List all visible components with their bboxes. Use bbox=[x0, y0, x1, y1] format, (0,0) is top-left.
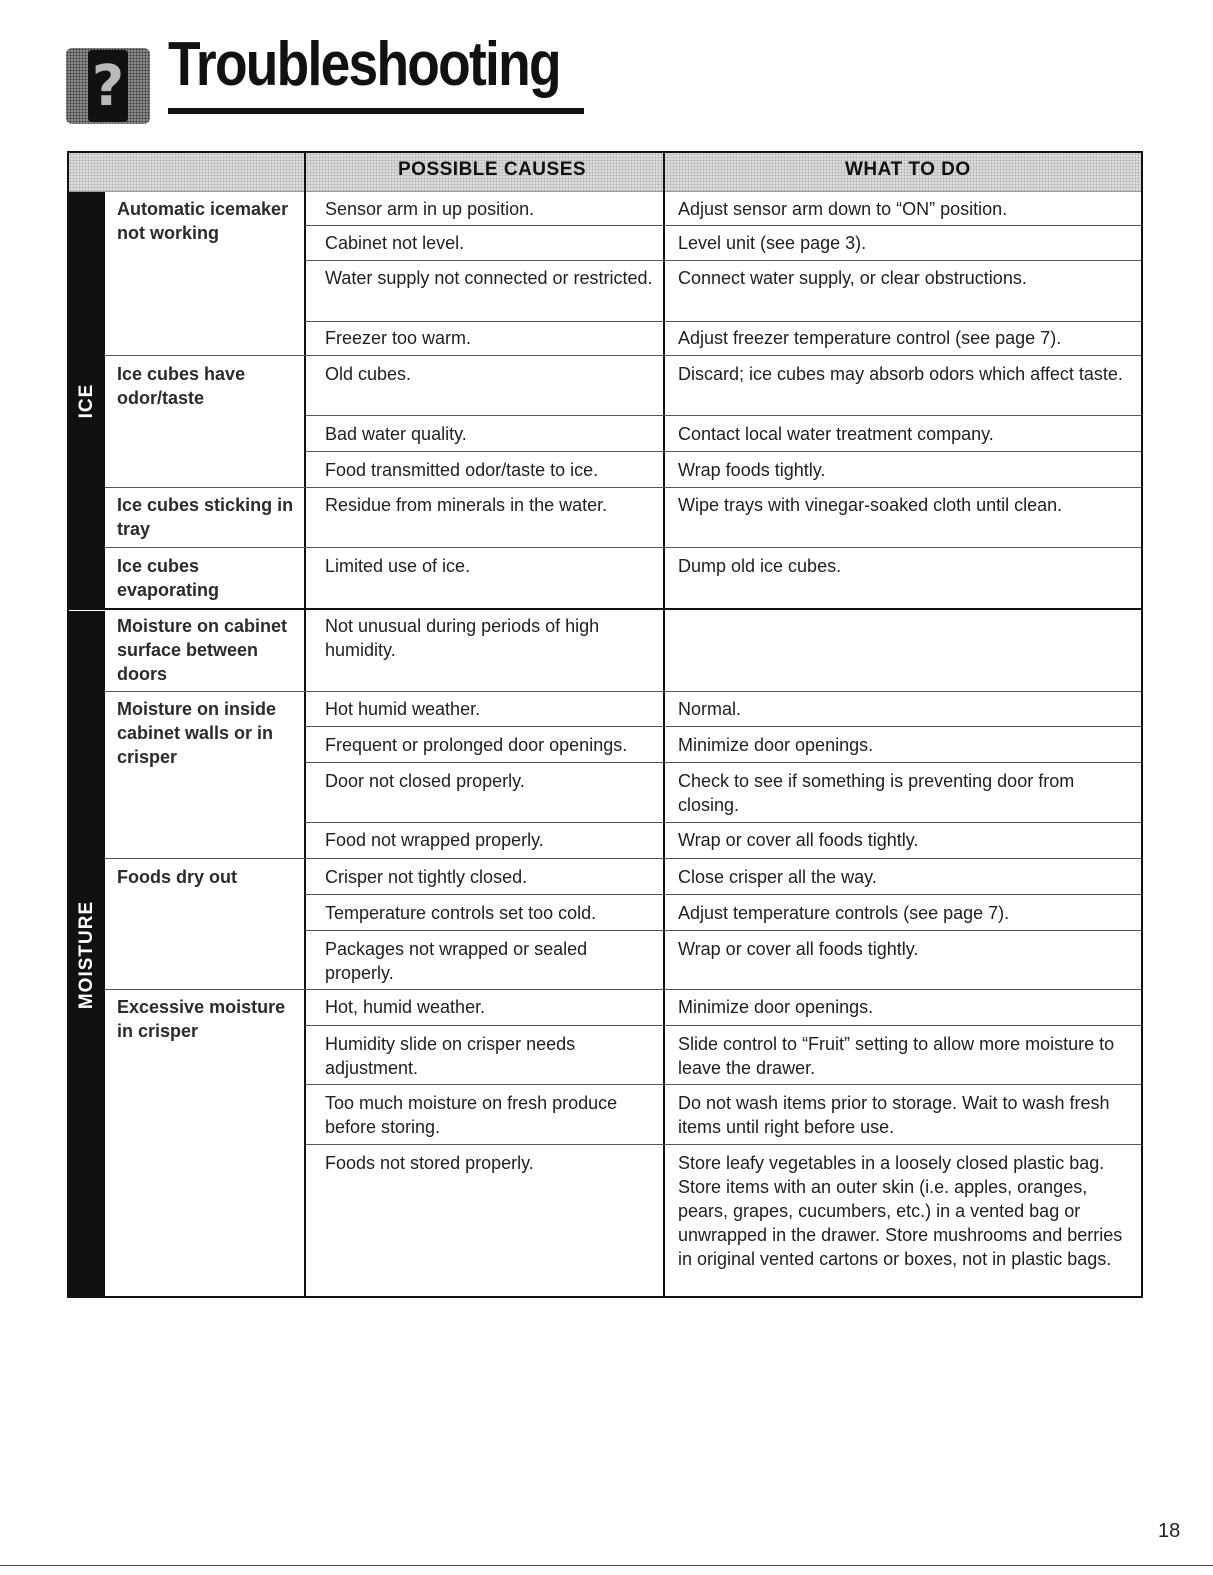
cause-cell: Hot, humid weather. bbox=[325, 997, 486, 1017]
row-divider bbox=[305, 415, 1141, 416]
action-cell: Close crisper all the way. bbox=[678, 867, 877, 887]
problem-divider bbox=[105, 989, 1141, 990]
action-cell: Adjust freezer temperature control (see page 7). bbox=[678, 328, 1062, 348]
problem-title: Moisture on inside cabinet walls or in crisper bbox=[117, 699, 277, 767]
action-cell: Minimize door openings. bbox=[678, 997, 874, 1017]
problem-title: Ice cubes sticking in tray bbox=[117, 495, 294, 539]
cause-cell: Sensor arm in up position. bbox=[325, 199, 535, 219]
action-cell: Check to see if something is preventing door from closing. bbox=[678, 771, 1075, 815]
action-cell: Wrap or cover all foods tightly. bbox=[678, 830, 919, 850]
cause-cell: Too much moisture on fresh produce before storing. bbox=[325, 1093, 618, 1137]
cause-cell: Packages not wrapped or sealed properly. bbox=[325, 939, 588, 983]
action-cell: Adjust sensor arm down to “ON” position. bbox=[678, 199, 1008, 219]
section-label-ice: ICE bbox=[69, 192, 105, 609]
cause-cell: Door not closed properly. bbox=[325, 771, 525, 791]
cause-cell: Temperature controls set too cold. bbox=[325, 903, 597, 923]
action-cell: Connect water supply, or clear obstructions. bbox=[678, 268, 1027, 288]
row-divider bbox=[305, 822, 1141, 823]
footer-rule bbox=[0, 1565, 1213, 1566]
row-divider bbox=[305, 726, 1141, 727]
page-header bbox=[66, 30, 560, 124]
action-cell: Contact local water treatment company. bbox=[678, 424, 994, 444]
problem-divider bbox=[105, 691, 1141, 692]
problem-divider bbox=[105, 547, 1141, 548]
problem-title: Automatic icemaker not working bbox=[117, 199, 289, 243]
row-divider bbox=[305, 1025, 1141, 1026]
cause-cell: Bad water quality. bbox=[325, 424, 467, 444]
action-cell: Store leafy vegetables in a loosely closed plastic bag. Store items with an outer skin (i.e. apples, oranges, pears, grapes, cucumbers, etc.) in a vented bag or unwrapped in the drawer. Store mushrooms and berries in original vented cartons or boxes, not in plastic bags. bbox=[678, 1153, 1123, 1269]
section-label-moisture: MOISTURE bbox=[69, 611, 105, 1298]
page-number: 18 bbox=[1158, 1520, 1181, 1542]
cause-cell: Foods not stored properly. bbox=[325, 1153, 534, 1173]
cause-cell: Frequent or prolonged door openings. bbox=[325, 735, 628, 755]
row-divider bbox=[305, 894, 1141, 895]
problem-divider bbox=[105, 858, 1141, 859]
action-cell: Normal. bbox=[678, 699, 742, 719]
cause-cell: Not unusual during periods of high humidity. bbox=[325, 616, 600, 660]
row-divider bbox=[305, 321, 1141, 322]
row-divider bbox=[305, 1084, 1141, 1085]
action-cell: Adjust temperature controls (see page 7). bbox=[678, 903, 1010, 923]
cause-cell: Humidity slide on crisper needs adjustment. bbox=[325, 1034, 576, 1078]
cause-cell: Food not wrapped properly. bbox=[325, 830, 544, 850]
row-divider bbox=[305, 225, 1141, 226]
row-divider bbox=[305, 762, 1141, 763]
table-header bbox=[69, 153, 1141, 192]
problem-title: Moisture on cabinet surface between doors bbox=[117, 616, 288, 684]
cause-cell: Water supply not connected or restricted. bbox=[325, 268, 653, 288]
question-mark-icon: ? bbox=[66, 48, 150, 124]
page-title: Troubleshooting bbox=[168, 30, 560, 99]
row-divider bbox=[305, 260, 1141, 261]
cause-cell: Residue from minerals in the water. bbox=[325, 495, 608, 515]
problem-title: Foods dry out bbox=[117, 867, 237, 887]
troubleshooting-table bbox=[67, 151, 1143, 1298]
action-cell: Minimize door openings. bbox=[678, 735, 874, 755]
column-header-what-to-do: WHAT TO DO bbox=[845, 159, 971, 180]
action-cell: Wrap or cover all foods tightly. bbox=[678, 939, 919, 959]
column-divider bbox=[663, 153, 665, 1296]
column-divider bbox=[304, 153, 306, 1296]
action-cell: Slide control to “Fruit” setting to allow more moisture to leave the drawer. bbox=[678, 1034, 1115, 1078]
section-divider bbox=[69, 608, 1141, 610]
cause-cell: Hot humid weather. bbox=[325, 699, 481, 719]
action-cell: Dump old ice cubes. bbox=[678, 556, 842, 576]
row-divider bbox=[305, 930, 1141, 931]
action-cell: Wrap foods tightly. bbox=[678, 460, 826, 480]
title-underline bbox=[168, 108, 584, 114]
cause-cell: Old cubes. bbox=[325, 364, 412, 384]
action-cell: Discard; ice cubes may absorb odors which affect taste. bbox=[678, 364, 1123, 384]
action-cell: Level unit (see page 3). bbox=[678, 233, 867, 253]
cause-cell: Limited use of ice. bbox=[325, 556, 471, 576]
action-cell: Do not wash items prior to storage. Wait to wash fresh items until right before use. bbox=[678, 1093, 1110, 1137]
problem-divider bbox=[105, 355, 1141, 356]
problem-title: Ice cubes have odor/taste bbox=[117, 364, 246, 408]
column-header-causes: POSSIBLE CAUSES bbox=[398, 159, 587, 180]
row-divider bbox=[305, 451, 1141, 452]
cause-cell: Food transmitted odor/taste to ice. bbox=[325, 460, 599, 480]
problem-divider bbox=[105, 487, 1141, 488]
action-cell: Wipe trays with vinegar-soaked cloth until clean. bbox=[678, 495, 1063, 515]
cause-cell: Freezer too warm. bbox=[325, 328, 472, 348]
row-divider bbox=[305, 1144, 1141, 1145]
problem-title: Excessive moisture in crisper bbox=[117, 997, 286, 1041]
cause-cell: Crisper not tightly closed. bbox=[325, 867, 528, 887]
problem-title: Ice cubes evaporating bbox=[117, 556, 220, 600]
cause-cell: Cabinet not level. bbox=[325, 233, 465, 253]
